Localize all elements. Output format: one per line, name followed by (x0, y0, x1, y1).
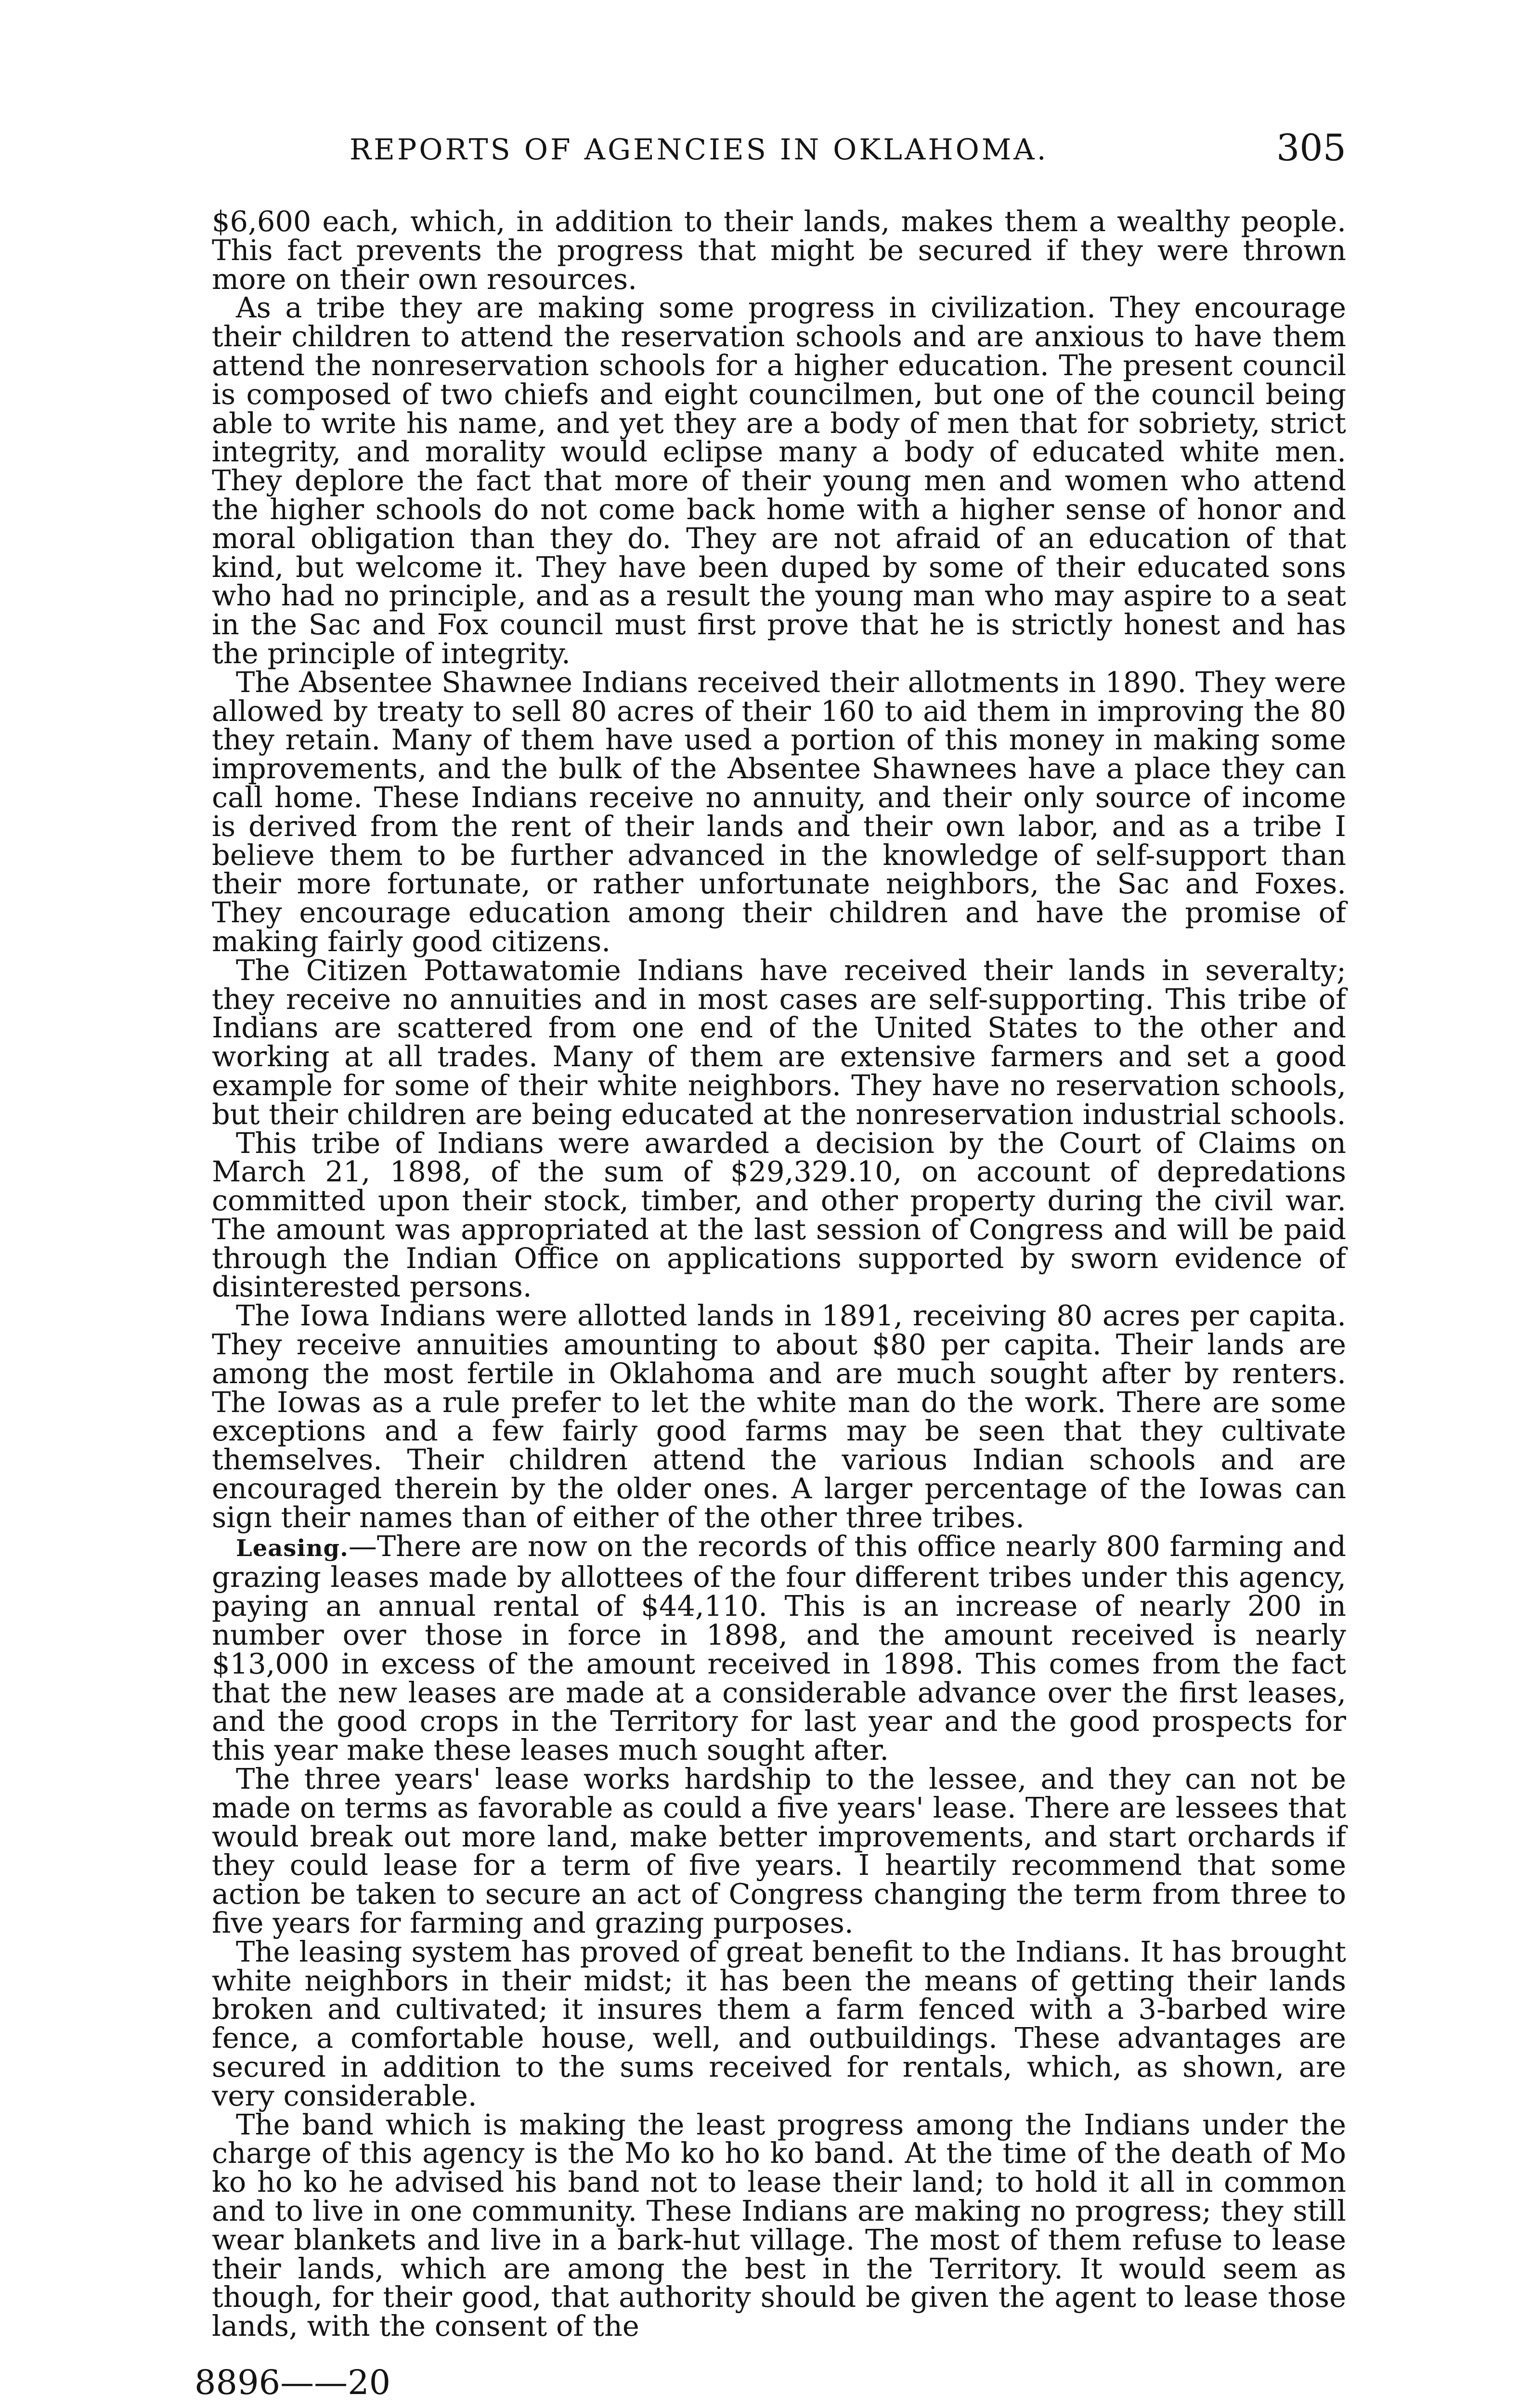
page-number: 305 (1276, 126, 1346, 169)
leasing-heading: Leasing. (236, 1534, 349, 1562)
running-title: REPORTS OF AGENCIES IN OKLAHOMA. (350, 133, 1049, 167)
paragraph-continuation: $6,600 each, which, in addition to their lands, makes them a wealthy people. This fact prevents the progress that might be secured if they were thrown more on their own resources. (212, 205, 1346, 296)
paragraph-lease-term: The three years' lease works hardship to the lessee, and they can not be made on terms as favorable as could a five years' lease. There are lessees that would break out more land, make better improvements, and start orchards if they could lease for a term of five years. I heartily recommend that some action be taken to secure an act of Congress changing the term from three to five years for farming and grazing purposes. (212, 1762, 1346, 1940)
running-header (212, 126, 1346, 179)
paragraph-mo-ko-ho-ko: The band which is making the least progress among the Indians under the charge of this agency is the Mo ko ho ko band. At the time of the death of Mo ko ho ko he advised his band not to lease their land; to hold it all in common and to live in one community. These Indians are making no progress; they still wear blankets and live in a bark-hut village. The most of them refuse to lease their lands, which are among the best in the Territory. It would seem as though, for their good, that authority should be given the agent to lease those lands, with the consent of the (212, 2107, 1346, 2343)
paragraph-citizen-pottawatomie: The Citizen Pottawatomie Indians have received their lands in severalty; they receive no annuities and in most cases are self-supporting. This tribe of Indians are scattered from one end of the United States to the other and working at all trades. Many of them are extensive farmers and set a good example for some of their white neighbors. They have no reservation schools, but their children are being educated at the nonreservation industrial schools. (212, 953, 1346, 1131)
paragraph-sac-and-fox: As a tribe they are making some progress in civilization. They encourage their children to attend the reservation schools and are anxious to have them attend the nonreservation schools for a higher education. The present council is composed of two chiefs and eight councilmen, but one of the council being able to write his name, and yet they are a body of men that for sobriety, strict integrity, and morality would eclipse many a body of educated white men. They deplore the fact that more of their young men and women who attend the higher schools do not come back home with a higher sense of honor and moral obligation than they do. They are not afraid of an education of that kind, but welcome it. They have been duped by some of their educated sons who had no principle, and as a result the young man who may aspire to a seat in the Sac and Fox council must first prove that he is strictly honest and has the principle of integrity. (212, 291, 1346, 670)
paragraph-court-of-claims: This tribe of Indians were awarded a decision by the Court of Claims on March 21, 1898, of the sum of $29,329.10, on account of depredations committed upon their stock, timber, and other property during the civil war. The amount was appropriated at the last session of Congress and will be paid through the Indian Office on applications supported by sworn evidence of disinterested persons. (212, 1126, 1346, 1304)
paragraph-leasing (212, 1529, 1346, 1767)
paragraph-iowa: The Iowa Indians were allotted lands in 1891, receiving 80 acres per capita. They receive annuities amounting to about $80 per capita. Their lands are among the most fertile in Oklahoma and are much sought after by renters. The Iowas as a rule prefer to let the white man do the work. There are some exceptions and a few fairly good farms may be seen that they cultivate themselves. Their children attend the various Indian schools and are encouraged therein by the older ones. A larger percentage of the Iowas can sign their names than of either of the other three tribes. (212, 1299, 1346, 1534)
signature-mark: 8896——20 (195, 2363, 391, 2402)
leasing-dash: — (348, 1529, 377, 1563)
leasing-text: There are now on the records of this office nearly 800 farming and grazing leases made by allottees of the four different tribes under this agency, paying an annual rental of $44,110. This is an increase of nearly 200 in number over those in force in 1898, and the amount received is nearly $13,000 in excess of the amount received in 1898. This comes from the fact that the new leases are made at a considerable advance over the first leases, and the good crops in the Territory for last year and the good prospects for this year make these leases much sought after. (212, 1529, 1346, 1767)
body-text (212, 207, 1346, 2341)
paragraph-leasing-benefit: The leasing system has proved of great benefit to the Indians. It has brought white neighbors in their midst; it has been the means of getting their lands broken and cultivated; it insures them a farm fenced with a 3-barbed wire fence, a comfortable house, well, and outbuildings. These advantages are secured in addition to the sums received for rentals, which, as shown, are very considerable. (212, 1935, 1346, 2112)
paragraph-absentee-shawnee: The Absentee Shawnee Indians received their allotments in 1890. They were allowed by treaty to sell 80 acres of their 160 to aid them in improving the 80 they retain. Many of them have used a portion of this money in making some improvements, and the bulk of the Absentee Shawnees have a place they can call home. These Indians receive no annuity, and their only source of income is derived from the rent of their lands and their own labor, and as a tribe I believe them to be further advanced in the knowledge of self-support than their more fortunate, or rather unfortunate neighbors, the Sac and Foxes. They encourage education among their children and have the promise of making fairly good citizens. (212, 665, 1346, 958)
